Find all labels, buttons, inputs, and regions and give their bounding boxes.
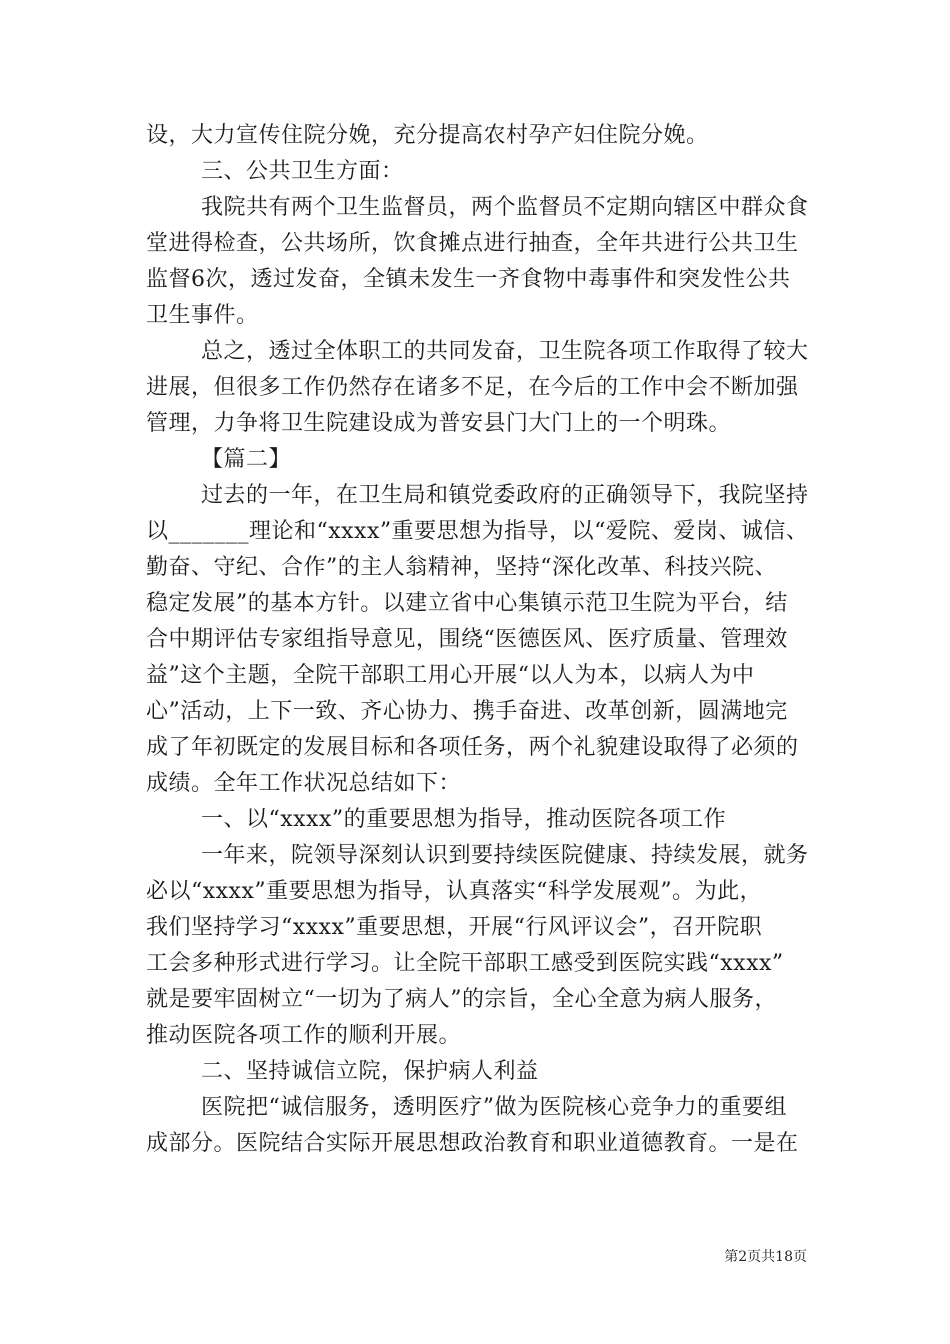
text-line: 心”活动，上下一致、齐心协力、携手奋进、改革创新，圆满地完	[146, 699, 788, 724]
text-line: 总之，透过全体职工的共同发奋，卫生院各项工作取得了较大	[201, 339, 809, 364]
text-line: 勤奋、守纪、合作”的主人翁精神，坚持“深化改革、科技兴院、	[146, 555, 777, 580]
text-line: 监督6次，透过发奋，全镇未发生一齐食物中毒事件和突发性公共	[146, 267, 791, 292]
document-body	[146, 118, 822, 1162]
text-line: 就是要牢固树立“一切为了病人”的宗旨，全心全意为病人服务，	[146, 987, 777, 1012]
text-line: 管理，力争将卫生院建设成为普安县门大门上的一个明珠。	[146, 411, 732, 436]
text-line: 堂进得检查，公共场所，饮食摊点进行抽查，全年共进行公共卫生	[146, 231, 799, 256]
text-line: 以_______理论和“xxxx”重要思想为指导，以“爱院、爱岗、诚信、	[146, 519, 809, 544]
text-line: 一年来，院领导深刻认识到要持续医院健康、持续发展，就务	[201, 843, 809, 868]
text-line: 一、以“xxxx”的重要思想为指导，推动医院各项工作	[201, 807, 727, 832]
text-line: 设，大力宣传住院分娩，充分提高农村孕产妇住院分娩。	[146, 123, 709, 148]
text-line: 成了年初既定的发展目标和各项任务，两个礼貌建设取得了必须的	[146, 735, 799, 760]
text-line: 必以“xxxx”重要思想为指导，认真落实“科学发展观”。为此，	[146, 879, 763, 904]
text-line: 我们坚持学习“xxxx”重要思想，开展“行风评议会”，召开院职	[146, 915, 763, 940]
text-line: 益”这个主题，全院干部职工用心开展“以人为本，以病人为中	[146, 663, 755, 688]
text-line: 合中期评估专家组指导意见，围绕“医德医风、医疗质量、管理效	[146, 627, 788, 652]
text-line: 进展，但很多工作仍然存在诸多不足，在今后的工作中会不断加强	[146, 375, 799, 400]
text-line: 我院共有两个卫生监督员，两个监督员不定期向辖区中群众食	[201, 195, 809, 220]
text-line: 二、坚持诚信立院，保护病人利益	[201, 1059, 539, 1084]
text-line: 医院把“诚信服务，透明医疗”做为医院核心竞争力的重要组	[201, 1095, 787, 1120]
text-line: 稳定发展”的基本方针。以建立省中心集镇示范卫生院为平台，结	[146, 591, 788, 616]
text-line: 卫生事件。	[146, 303, 259, 328]
text-line: 三、公共卫生方面：	[201, 159, 404, 184]
text-line: 过去的一年，在卫生局和镇党委政府的正确领导下，我院坚持	[201, 483, 809, 508]
text-line: 【篇二】	[201, 447, 292, 472]
text-line: 成绩。全年工作状况总结如下：	[146, 771, 462, 796]
text-line: 推动医院各项工作的顺利开展。	[146, 1023, 462, 1048]
page-number: 第2页共18页	[724, 1249, 807, 1265]
text-line: 工会多种形式进行学习。让全院干部职工感受到医院实践“xxxx”	[146, 951, 784, 976]
text-line: 成部分。医院结合实际开展思想政治教育和职业道德教育。一是在	[146, 1131, 799, 1156]
